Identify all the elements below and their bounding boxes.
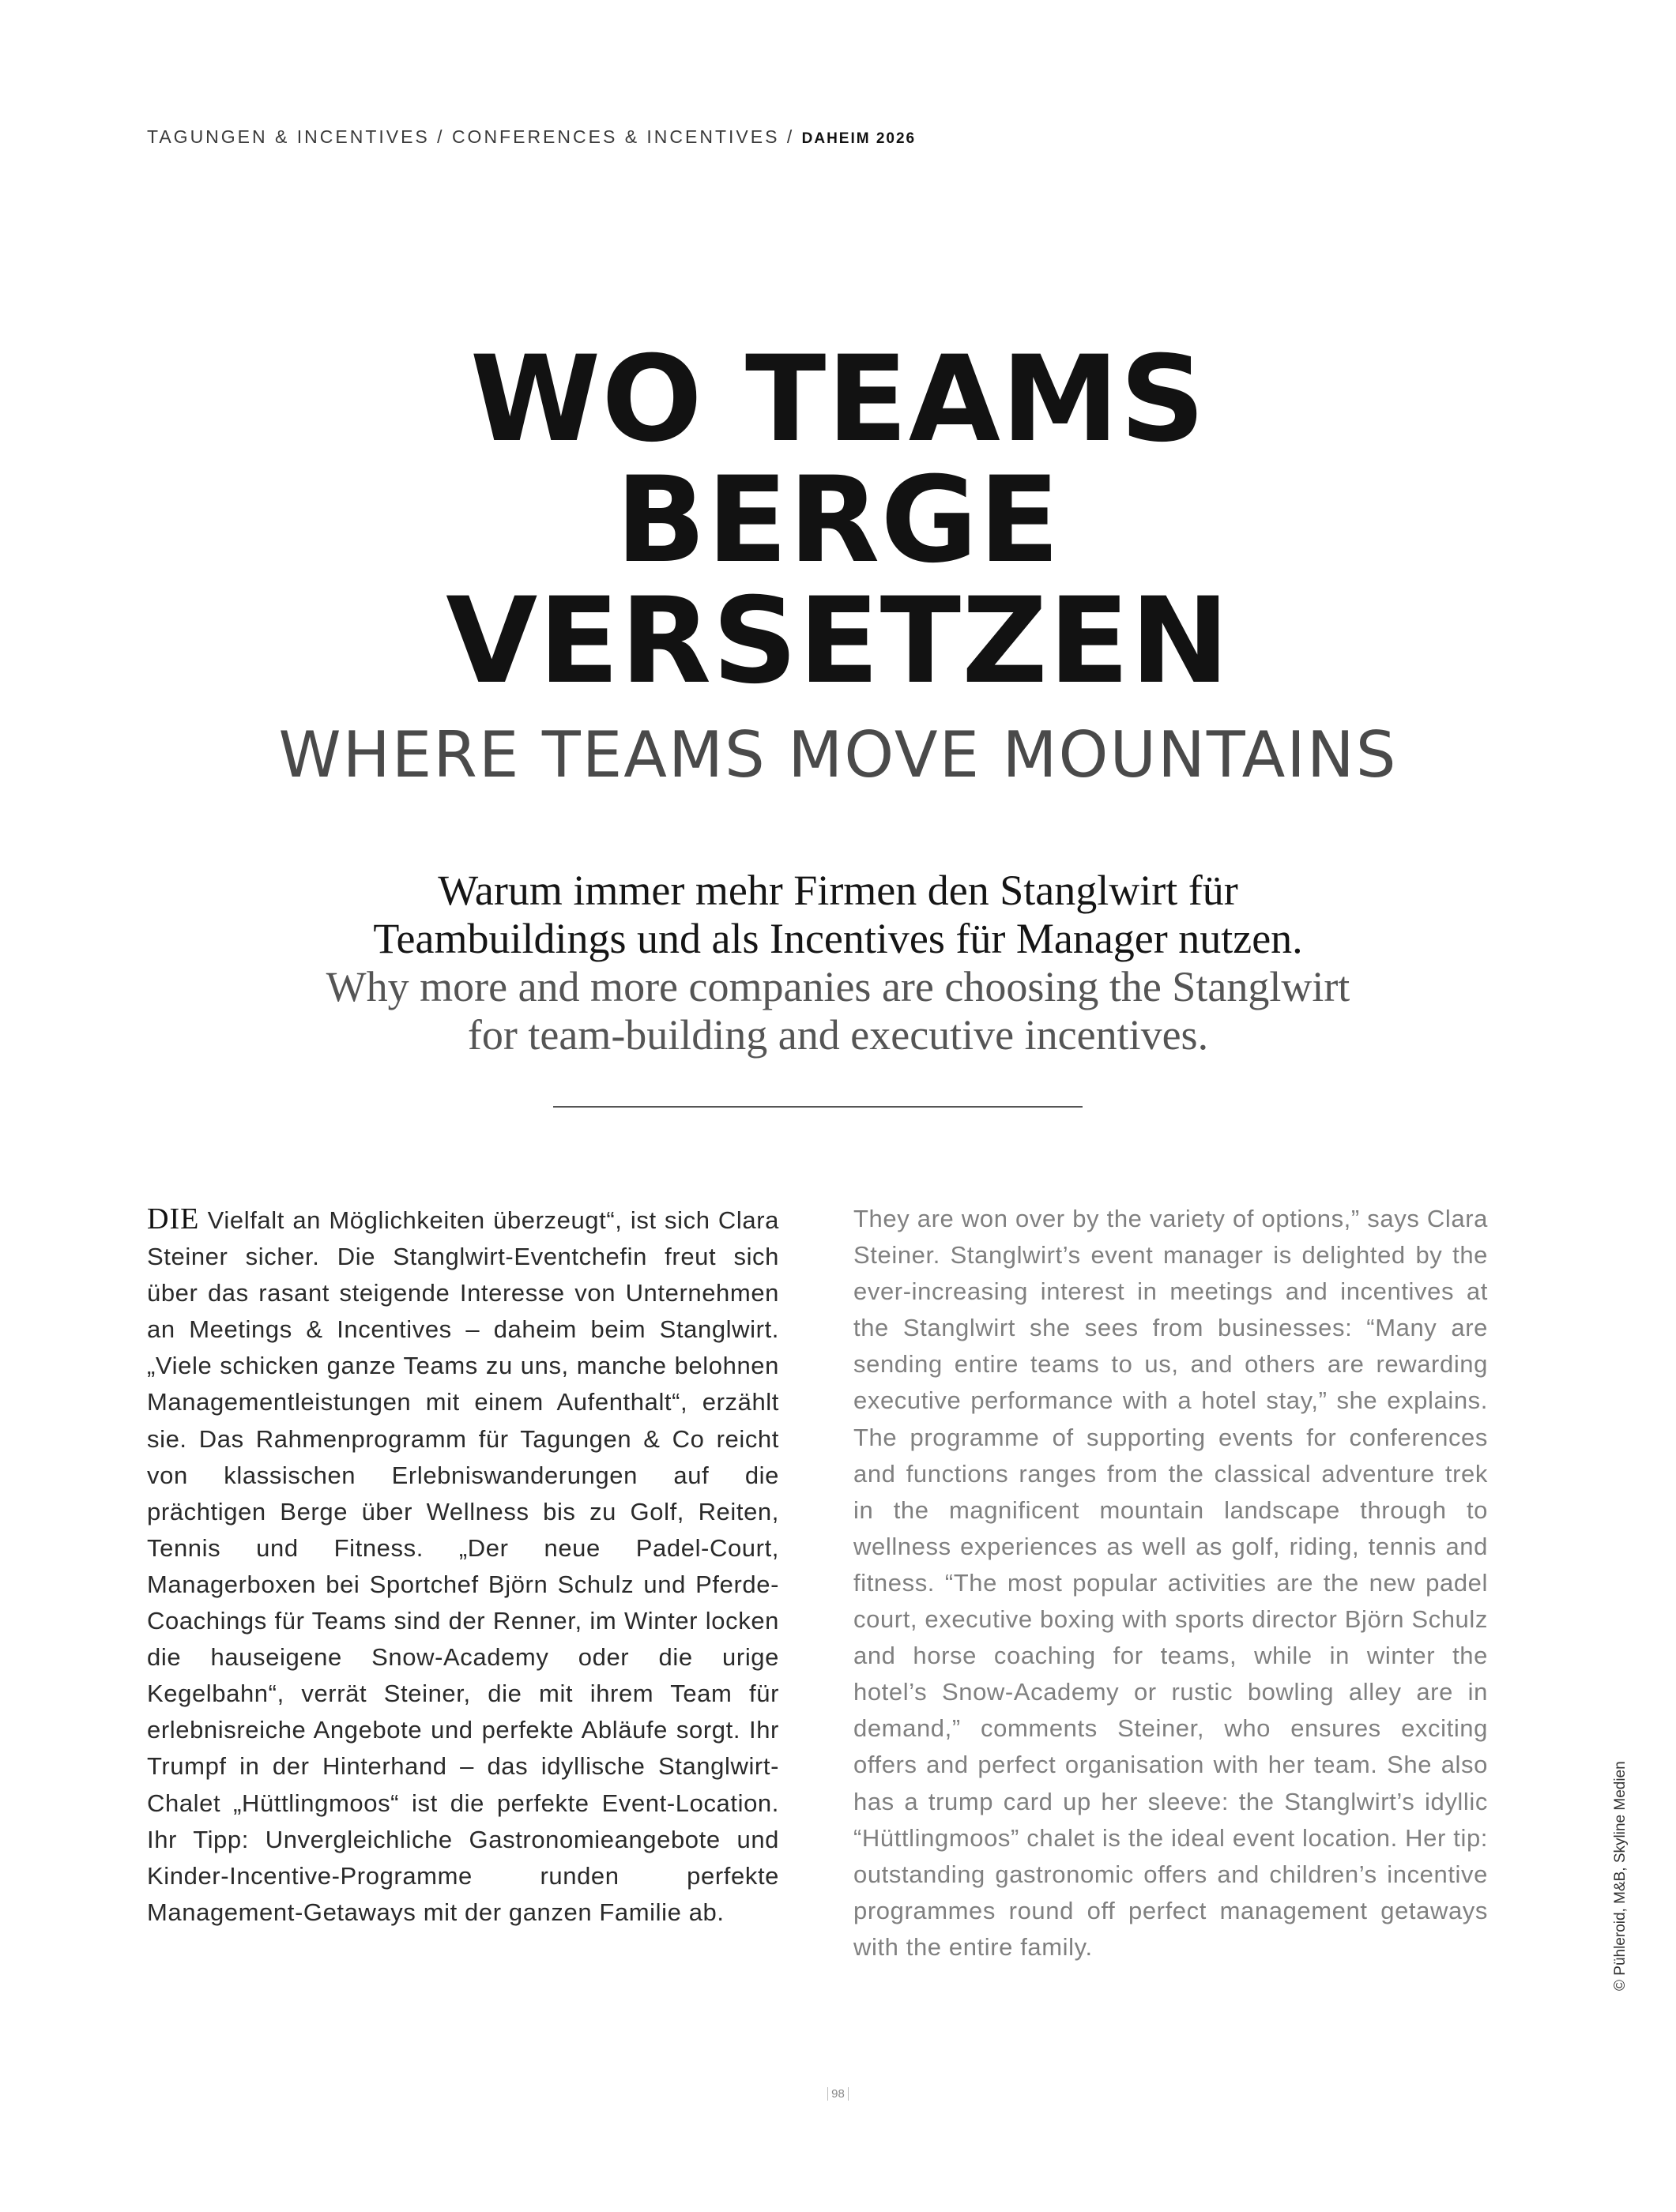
article-english-text: They are won over by the variety of options,” says Clara Steiner. Stanglwirt’s event manager is delighted by the ever-increasing interest in meetings and incentives at the Stanglwirt she sees from businesses: “Many are sending entire teams to us, and others are rewarding executive performance with a hotel stay,” she explains. The programme of supporting events for conferences and functions ranges from the classical adventure trek in the magnificent mountain landscape through to wellness experiences as well as golf, riding, tennis and fitness. “The most popular activities are the new padel court, executive boxing with sports director Björn Schulz and horse coaching for teams, while in winter the hotel’s Snow-Academy or rustic bowling alley are in demand,” comments Steiner, who ensures exciting offers and perfect organisation with her team. She also has a trump card up her sleeve: the Stanglwirt’s idyllic “Hüttlingmoos” chalet is the ideal event location. Her tip: outstanding gastronomic offers and children’s incentive programmes round off perfect management getaways with the entire family. [853, 1205, 1488, 1961]
breadcrumb-issue: DAHEIM 2026 [801, 130, 917, 147]
dropcap: DIE [147, 1202, 200, 1236]
lead-paragraph [0, 867, 1676, 1059]
subtitle-english: WHERE TEAMS MOVE MOUNTAINS [278, 718, 1398, 792]
page-title [0, 331, 1676, 710]
breadcrumb [147, 126, 916, 148]
title-line-2: BERGE [616, 452, 1060, 589]
article-column-german [147, 1201, 779, 1931]
article-column-english [853, 1201, 1488, 1966]
lead-german-line-1: Warum immer mehr Firmen den Stanglwirt für [438, 867, 1238, 914]
article-german-text: Vielfalt an Möglichkeiten überzeugt“, ist sich Clara Steiner sicher. Die Stanglwirt-Eventchefin freut sich über das rasant steigende Interesse von Unternehmen an Meetings & Incentives – daheim beim Stanglwirt. „Viele schicken ganze Teams zu uns, manche belohnen Managementleistungen mit einem Aufenthalt“, erzählt sie. Das Rahmenprogramm für Tagungen & Co reicht von klassischen Erlebniswanderungen auf die prächtigen Berge über Wellness bis zu Golf, Reiten, Tennis und Fitness. „Der neue Padel-Court, Managerboxen bei Sportchef Björn Schulz und Pferde-Coachings für Teams sind der Renner, im Winter locken die hauseigene Snow-Academy oder die urige Kegelbahn“, verrät Steiner, die mit ihrem Team für erlebnisreiche Angebote und perfekte Abläufe sorgt. Ihr Trumpf in der Hinterhand – das idyllische Stanglwirt-Chalet „Hüttlingmoos“ ist die perfekte Event-Location. Ihr Tipp: Unvergleichliche Gastronomieangebote und Kinder-Incentive-Programme runden perfekte Management-Getaways mit der ganzen Familie ab. [147, 1206, 779, 1926]
lead-english-line-2: for team-building and executive incentives. [467, 1011, 1209, 1059]
divider [553, 1106, 1083, 1108]
breadcrumb-section: TAGUNGEN & INCENTIVES / CONFERENCES & INCENTIVES / [147, 126, 802, 147]
page-number-value: 98 [827, 2087, 849, 2101]
title-line-3: VERSETZEN [446, 573, 1230, 710]
title-line-1: WO TEAMS [469, 331, 1207, 468]
page-number [0, 2087, 1676, 2101]
lead-german-line-2: Teambuildings und als Incentives für Manager nutzen. [373, 915, 1303, 962]
photo-credit: © Pühleroid, M&B, Skyline Medien [1612, 1761, 1629, 1991]
lead-english-line-1: Why more and more companies are choosing the Stanglwirt [326, 963, 1350, 1010]
